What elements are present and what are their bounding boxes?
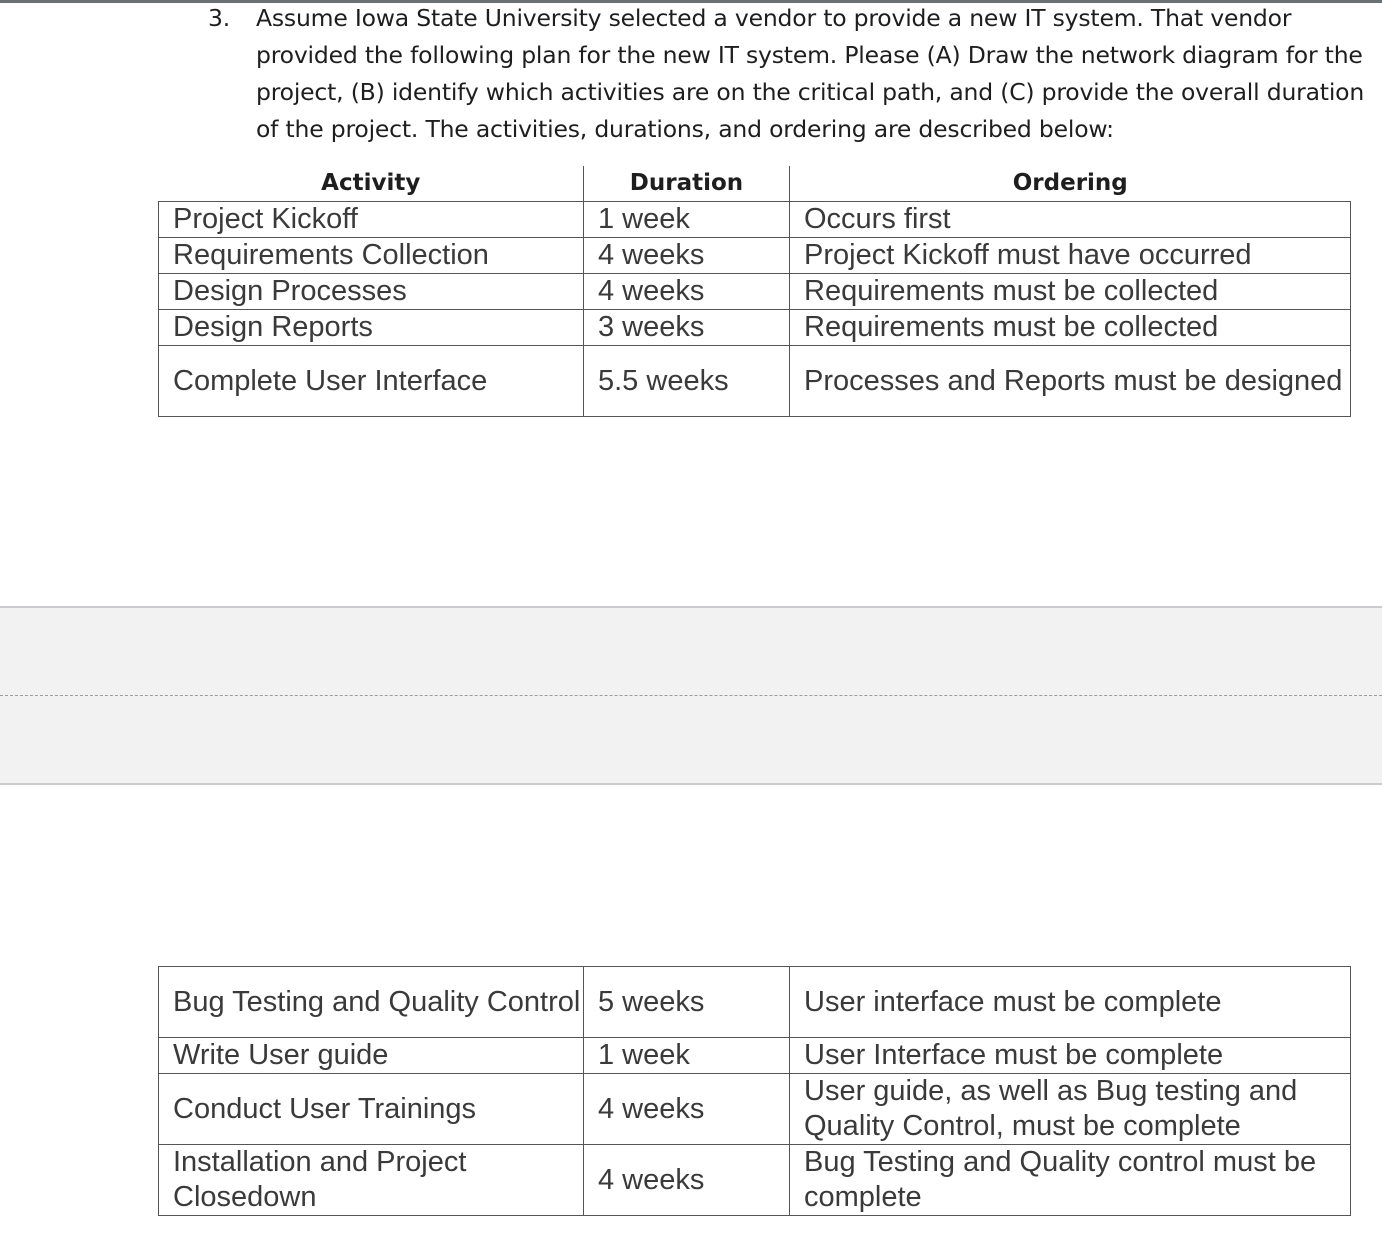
- table-row: [159, 274, 1351, 310]
- activity-cell: Project Kickoff: [159, 202, 584, 238]
- question-line: of the project. The activities, durations, and ordering are described below:: [256, 115, 1114, 143]
- duration-cell: 4 weeks: [584, 238, 790, 274]
- activity-cell: Conduct User Trainings: [159, 1074, 584, 1145]
- activity-cell: Installation and Project Closedown: [159, 1145, 584, 1216]
- table-row: [159, 238, 1351, 274]
- ordering-cell: User Interface must be complete: [790, 1038, 1351, 1074]
- table-row: [159, 346, 1351, 417]
- header-activity: Activity: [159, 166, 584, 202]
- activity-cell: Bug Testing and Quality Control: [159, 967, 584, 1038]
- ordering-cell: User guide, as well as Bug testing and Quality Control, must be complete: [790, 1074, 1351, 1145]
- question-number: 3.: [208, 4, 231, 32]
- duration-cell: 4 weeks: [584, 1145, 790, 1216]
- activity-table-page1: [158, 166, 1351, 417]
- duration-cell: 1 week: [584, 202, 790, 238]
- duration-cell: 4 weeks: [584, 274, 790, 310]
- page-gap: [0, 606, 1382, 785]
- activity-cell: Design Processes: [159, 274, 584, 310]
- duration-cell: 3 weeks: [584, 310, 790, 346]
- header-ordering: Ordering: [790, 166, 1351, 202]
- table-row: [159, 202, 1351, 238]
- table-row: [159, 310, 1351, 346]
- ordering-cell: Bug Testing and Quality control must be complete: [790, 1145, 1351, 1216]
- header-duration: Duration: [584, 166, 790, 202]
- table-row: [159, 1145, 1351, 1216]
- ordering-cell: Occurs first: [790, 202, 1351, 238]
- question-line: provided the following plan for the new IT system. Please (A) Draw the network diagram for the: [256, 41, 1363, 69]
- duration-cell: 4 weeks: [584, 1074, 790, 1145]
- ordering-cell: Requirements must be collected: [790, 310, 1351, 346]
- activity-cell: Requirements Collection: [159, 238, 584, 274]
- ordering-cell: User interface must be complete: [790, 967, 1351, 1038]
- table-row: [159, 1038, 1351, 1074]
- ordering-cell: Requirements must be collected: [790, 274, 1351, 310]
- question-text: [256, 0, 1368, 148]
- activity-cell: Design Reports: [159, 310, 584, 346]
- activity-cell: Complete User Interface: [159, 346, 584, 417]
- activity-cell: Write User guide: [159, 1038, 584, 1074]
- table-row: [159, 1074, 1351, 1145]
- ordering-cell: Processes and Reports must be designed: [790, 346, 1351, 417]
- duration-cell: 1 week: [584, 1038, 790, 1074]
- activity-table-page2: [158, 966, 1351, 1216]
- question-block: [208, 0, 1368, 148]
- table-row: [159, 967, 1351, 1038]
- ordering-cell: Project Kickoff must have occurred: [790, 238, 1351, 274]
- duration-cell: 5.5 weeks: [584, 346, 790, 417]
- question-line: project, (B) identify which activities are on the critical path, and (C) provide the overall duration: [256, 78, 1365, 106]
- duration-cell: 5 weeks: [584, 967, 790, 1038]
- table-header-row: [159, 166, 1351, 202]
- page-break-line: [0, 695, 1382, 696]
- question-line: Assume Iowa State University selected a vendor to provide a new IT system. That vendor: [256, 4, 1292, 32]
